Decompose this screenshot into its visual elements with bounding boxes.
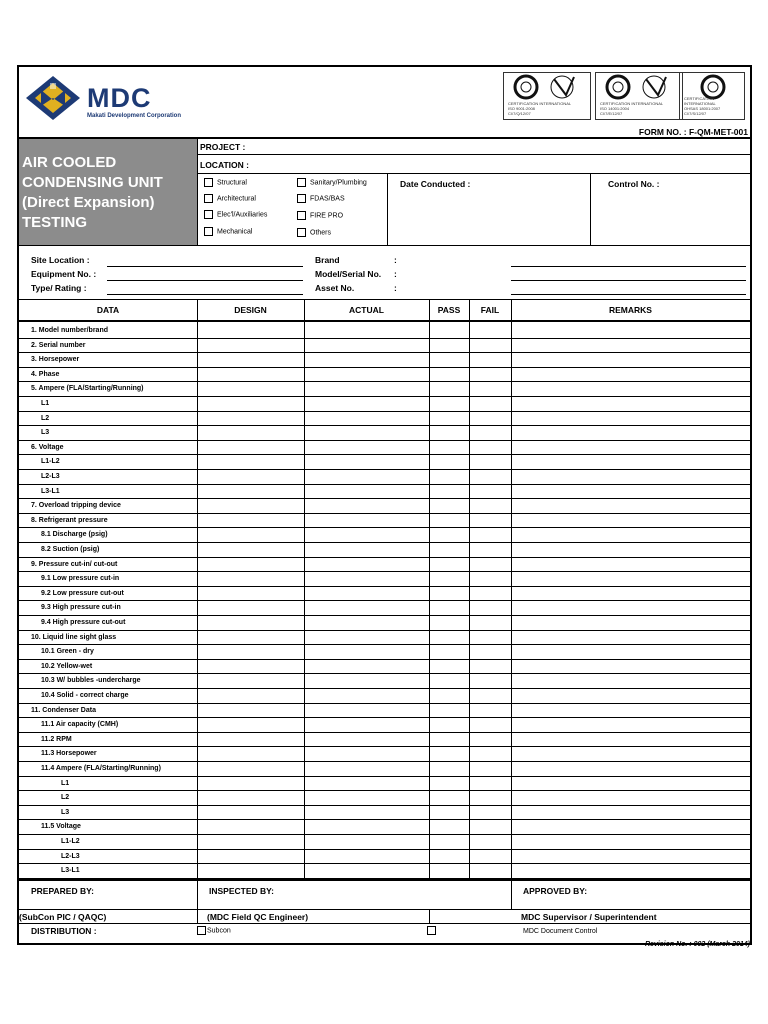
form-header: [19, 67, 750, 139]
mdc-doc-control-label: MDC Document Control: [523, 928, 598, 935]
table-row[interactable]: [19, 441, 750, 456]
cert-line1: OHSAS 18001:2007: [684, 106, 721, 111]
row-label: 9.3 High pressure cut-in: [41, 604, 121, 612]
form-number: FORM NO. : F-QM-MET-001: [638, 127, 748, 137]
certification-badge-iso14001: [595, 72, 683, 120]
table-row[interactable]: [19, 820, 750, 835]
row-label: 4. Phase: [31, 370, 60, 378]
control-no-field[interactable]: [591, 174, 750, 246]
site-location-label: Site Location :: [31, 255, 90, 265]
column-divider: [469, 300, 470, 879]
control-no-label: Control No. :: [608, 179, 660, 189]
certification-seal-icon: [596, 73, 684, 103]
table-row[interactable]: [19, 806, 750, 821]
table-row[interactable]: [19, 339, 750, 354]
row-label: L1-L2: [61, 838, 80, 845]
title-line: AIR COOLED: [22, 154, 117, 171]
mdc-logo-mark-icon: [25, 75, 81, 121]
table-row[interactable]: [19, 660, 750, 675]
certification-badge-ohsas: [679, 72, 745, 120]
table-row[interactable]: [19, 499, 750, 514]
checkbox-subcon[interactable]: Subcon: [197, 926, 231, 935]
row-label: 10. Liquid line sight glass: [31, 633, 117, 641]
column-divider: [429, 300, 430, 879]
cert-name: CERTIFICATION INTERNATIONAL: [508, 101, 572, 106]
certification-badge-iso9001: [503, 72, 591, 120]
col-header-pass: PASS: [437, 305, 461, 315]
checkbox-icon[interactable]: [204, 178, 213, 187]
title-line: TESTING: [22, 214, 88, 231]
cert-name: CERTIFICATION INTERNATIONAL: [684, 96, 716, 106]
model-serial-input[interactable]: [511, 280, 746, 281]
row-label: 10.4 Solid - correct charge: [41, 692, 129, 699]
checkbox-others[interactable]: Others: [297, 228, 331, 237]
row-label: L2: [61, 794, 70, 802]
cert-line1: ISO 9001:2008: [508, 106, 535, 111]
row-label: 2. Serial number: [31, 341, 86, 349]
brand-input[interactable]: [511, 266, 746, 267]
checkbox-mdc-doc-control[interactable]: [427, 926, 440, 935]
table-row[interactable]: [19, 397, 750, 412]
prepared-by-label: PREPARED BY:: [31, 886, 94, 896]
cert-line2: CI/7/E/12/07: [600, 111, 623, 116]
row-label: 8. Refrigerant pressure: [31, 516, 108, 524]
row-label: 11.2 RPM: [41, 735, 72, 743]
date-conducted-label: Date Conducted :: [400, 179, 471, 189]
row-label: 11.3 Horsepower: [41, 750, 97, 758]
site-location-input[interactable]: [107, 266, 303, 267]
checkbox-icon[interactable]: [297, 194, 306, 203]
col-header-fail: FAIL: [480, 305, 500, 315]
column-divider: [511, 300, 512, 879]
cert-line2: CI/7/S/12/07: [684, 111, 707, 116]
project-label: PROJECT :: [200, 142, 246, 152]
table-row[interactable]: [19, 543, 750, 558]
checkbox-icon[interactable]: [297, 178, 306, 187]
equipment-info: [19, 246, 750, 300]
checkbox-icon[interactable]: [204, 194, 213, 203]
date-conducted-field[interactable]: [388, 174, 591, 246]
column-divider: [197, 300, 198, 879]
table-row[interactable]: [19, 558, 750, 573]
table-row[interactable]: [19, 689, 750, 704]
row-label: 11. Condenser Data: [31, 706, 96, 714]
checkbox-icon[interactable]: [297, 228, 306, 237]
revision-number: Revision No. : 002 (March 2014): [644, 941, 750, 948]
row-label: 11.5 Voltage: [41, 823, 81, 831]
cert-line1: ISO 14001:2004: [600, 106, 630, 111]
brand-label: Brand: [315, 255, 340, 265]
row-label: 9.1 Low pressure cut-in: [41, 575, 120, 583]
location-label: LOCATION :: [200, 160, 249, 170]
asset-no-label: Asset No.: [315, 283, 355, 293]
checkbox-mechanical[interactable]: Mechanical: [204, 227, 252, 236]
row-label: L2-L3: [61, 852, 80, 860]
table-row[interactable]: [19, 864, 750, 879]
table-row[interactable]: [19, 747, 750, 762]
table-row[interactable]: [19, 777, 750, 792]
table-row[interactable]: [19, 470, 750, 485]
asset-no-input[interactable]: [511, 294, 746, 295]
table-row[interactable]: [19, 368, 750, 383]
table-row[interactable]: [19, 631, 750, 646]
row-label: 1. Model number/brand: [31, 327, 109, 334]
row-label: 9. Pressure cut-in/ cut-out: [31, 560, 118, 568]
cert-line2: CI/7/Q/12/07: [508, 111, 531, 116]
approved-by-label: APPROVED BY:: [523, 886, 588, 896]
table-row[interactable]: [19, 835, 750, 850]
row-label: L3: [41, 429, 50, 437]
title-line: CONDENSING UNIT: [22, 174, 163, 191]
checkbox-icon[interactable]: [204, 210, 213, 219]
project-field[interactable]: [198, 139, 750, 155]
table-row[interactable]: [19, 645, 750, 660]
row-label: L3-L1: [61, 867, 80, 875]
row-label: L1: [41, 400, 50, 407]
table-row[interactable]: [19, 587, 750, 602]
col-header-remarks: REMARKS: [609, 305, 652, 315]
checkbox-sanitary-plumbing[interactable]: Sanitary/Plumbing: [297, 178, 367, 187]
cert-name: CERTIFICATION INTERNATIONAL: [600, 101, 664, 106]
table-row[interactable]: [19, 412, 750, 427]
checkbox-icon[interactable]: [427, 926, 436, 935]
checkbox-icon[interactable]: [297, 211, 306, 220]
row-label: 11.4 Ampere (FLA/Starting/Running): [41, 765, 161, 772]
certification-seal-icon: [504, 73, 592, 103]
model-serial-label: Model/Serial No.: [315, 269, 382, 279]
row-label: 6. Voltage: [31, 443, 64, 451]
row-label: 8.1 Discharge (psig): [41, 531, 108, 539]
table-row[interactable]: [19, 733, 750, 748]
certification-badges: [503, 72, 748, 122]
row-label: 7. Overload tripping device: [31, 502, 121, 510]
row-label: L1: [61, 779, 70, 787]
discipline-checkboxes: [198, 174, 388, 246]
col-header-actual: ACTUAL: [349, 305, 384, 315]
row-label: 10.1 Green - dry: [41, 648, 94, 656]
table-row[interactable]: [19, 704, 750, 719]
signature-footer: [19, 879, 750, 943]
table-row[interactable]: [19, 426, 750, 441]
type-rating-input[interactable]: [107, 294, 303, 295]
logo-subtitle: Makati Development Corporation: [87, 113, 182, 119]
row-label: L3-L1: [41, 487, 60, 495]
title-line: (Direct Expansion): [22, 194, 155, 211]
row-label: 3. Horsepower: [31, 356, 80, 364]
row-label: L2-L3: [41, 473, 60, 480]
logo-text: MDC: [87, 83, 152, 113]
table-row[interactable]: [19, 850, 750, 865]
table-row[interactable]: [19, 353, 750, 368]
colon: :: [394, 283, 397, 293]
row-label: 9.4 High pressure cut-out: [41, 619, 126, 626]
column-divider: [304, 300, 305, 879]
table-row[interactable]: [19, 324, 750, 339]
checkbox-icon[interactable]: [197, 926, 206, 935]
checkbox-fire-pro[interactable]: FIRE PRO: [297, 211, 343, 220]
equipment-no-label: Equipment No. :: [31, 269, 97, 279]
table-row[interactable]: [19, 528, 750, 543]
row-label: L1-L2: [41, 458, 60, 466]
row-label: 8.2 Suction (psig): [41, 546, 100, 553]
table-row[interactable]: [19, 718, 750, 733]
mdc-logo: [25, 75, 195, 123]
col-header-design: DESIGN: [234, 305, 267, 315]
location-field[interactable]: [198, 155, 750, 174]
row-label: 5. Ampere (FLA/Starting/Running): [31, 385, 144, 393]
checkbox-fdas-bas[interactable]: FDAS/BAS: [297, 194, 345, 203]
inspected-by-label: INSPECTED BY:: [209, 886, 275, 896]
row-label: L3: [61, 808, 70, 816]
form-sheet: [17, 65, 752, 945]
table-row[interactable]: [19, 616, 750, 631]
form-title: [19, 139, 198, 246]
row-label: 9.2 Low pressure cut-out: [41, 589, 124, 597]
colon: :: [394, 269, 397, 279]
equipment-no-input[interactable]: [107, 280, 303, 281]
table-row[interactable]: [19, 572, 750, 587]
row-label: 10.2 Yellow-wet: [41, 662, 93, 670]
table-row[interactable]: [19, 382, 750, 397]
subcon-pic-label: (SubCon PIC / QAQC): [19, 912, 107, 922]
checkbox-structural[interactable]: Structural: [204, 178, 247, 187]
table-row[interactable]: [19, 601, 750, 616]
checkbox-elec-auxiliaries[interactable]: Elec'l/Auxiliaries: [204, 210, 267, 219]
table-row[interactable]: [19, 674, 750, 689]
row-label: 10.3 W/ bubbles -undercharge: [41, 677, 141, 685]
table-header: [19, 300, 750, 322]
mdc-supervisor-label: MDC Supervisor / Superintendent: [521, 912, 657, 922]
mdc-field-qc-label: (MDC Field QC Engineer): [207, 912, 309, 922]
table-row[interactable]: [19, 485, 750, 500]
row-label: 11.1 Air capacity (CMH): [41, 721, 119, 729]
row-label: L2: [41, 414, 50, 422]
col-header-data: DATA: [96, 305, 120, 315]
distribution-label: DISTRIBUTION :: [31, 926, 97, 936]
colon: :: [394, 255, 397, 265]
table-row[interactable]: [19, 455, 750, 470]
checkbox-icon[interactable]: [204, 227, 213, 236]
type-rating-label: Type/ Rating :: [31, 283, 87, 293]
checkbox-architectural[interactable]: Architectural: [204, 194, 256, 203]
table-row[interactable]: [19, 762, 750, 777]
table-row[interactable]: [19, 791, 750, 806]
table-row[interactable]: [19, 514, 750, 529]
